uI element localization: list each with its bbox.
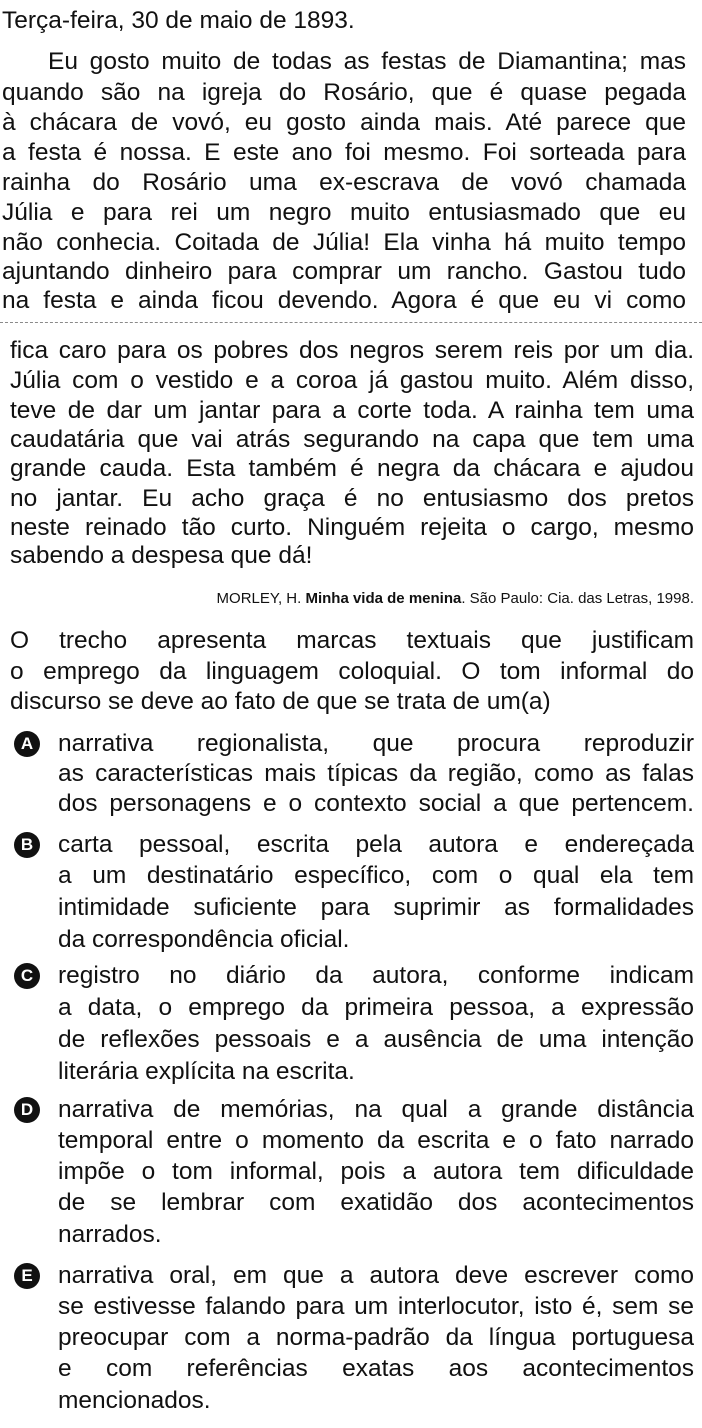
option-line: mencionados. (58, 1387, 211, 1414)
source-citation (148, 589, 694, 609)
option-line: da correspondência oficial. (58, 926, 350, 953)
citation-title: Minha vida de menina (305, 590, 462, 607)
passage-line: caudatária que vai atrás segurando na capa que tem uma (10, 426, 694, 453)
option-letter-badge: B (14, 832, 40, 858)
passage-line: sabendo a despesa que dá! (10, 542, 313, 569)
option-letter-badge: E (14, 1263, 40, 1289)
option-line: carta pessoal, escrita pela autora e endereçada (58, 831, 694, 858)
option-line: de se lembrar com exatidão dos acontecimentos (58, 1189, 694, 1216)
passage-line: Eu gosto muito de todas as festas de Diamantina; mas (48, 48, 686, 75)
option-line: a um destinatário específico, com o qual ela tem (58, 862, 694, 889)
option-line: narrativa regionalista, que procura reproduzir (58, 730, 694, 757)
passage-line: ajuntando dinheiro para comprar um rancho. Gastou tudo (2, 258, 686, 285)
passage-line: Júlia com o vestido e a coroa já gastou muito. Além disso, (10, 367, 694, 394)
passage-line: a festa é nossa. E este ano foi mesmo. Foi sorteada para (2, 139, 686, 166)
page-break-divider (0, 322, 702, 323)
option-line: as características mais típicas da região, como as falas (58, 760, 694, 787)
passage-line: não conhecia. Coitada de Júlia! Ela vinha há muito tempo (2, 229, 686, 256)
citation-publisher: . São Paulo: Cia. das Letras, 1998. (461, 590, 694, 607)
passage-line: quando são na igreja do Rosário, que é quase pegada (2, 79, 686, 106)
passage-date: Terça-feira, 30 de maio de 1893. (2, 7, 355, 34)
question-line: discurso se deve ao fato de que se trata de um(a) (10, 688, 551, 715)
option-line: dos personagens e o contexto social a que pertencem. (58, 790, 694, 817)
option-line: registro no diário da autora, conforme indicam (58, 962, 694, 989)
question-line: O trecho apresenta marcas textuais que justificam (10, 627, 694, 654)
passage-line: Júlia e para rei um negro muito entusiasmado que eu (2, 199, 686, 226)
option-letter-badge: C (14, 963, 40, 989)
passage-line: à chácara de vovó, eu gosto ainda mais. Até parece que (2, 109, 686, 136)
option-line: narrativa oral, em que a autora deve escrever como (58, 1262, 694, 1289)
option-line: e com referências exatas aos acontecimentos (58, 1355, 694, 1382)
option-line: narrados. (58, 1221, 162, 1248)
option-line: preocupar com a norma-padrão da língua portuguesa (58, 1324, 694, 1351)
option-letter-badge: D (14, 1097, 40, 1123)
option-line: literária explícita na escrita. (58, 1058, 355, 1085)
option-letter-badge: A (14, 731, 40, 757)
option-line: intimidade suficiente para suprimir as formalidades (58, 894, 694, 921)
citation-author: MORLEY, H. (216, 590, 306, 607)
passage-line: neste reinado tão curto. Ninguém rejeita o cargo, mesmo (10, 514, 694, 541)
option-line: de reflexões pessoais e a ausência de uma intenção (58, 1026, 694, 1053)
passage-line: grande cauda. Esta também é negra da chácara e ajudou (10, 455, 694, 482)
passage-line: no jantar. Eu acho graça é no entusiasmo dos pretos (10, 485, 694, 512)
option-line: temporal entre o momento da escrita e o fato narrado (58, 1127, 694, 1154)
option-line: narrativa de memórias, na qual a grande distância (58, 1096, 694, 1123)
option-line: a data, o emprego da primeira pessoa, a expressão (58, 994, 694, 1021)
option-line: impõe o tom informal, pois a autora tem dificuldade (58, 1158, 694, 1185)
passage-line: teve de dar um jantar para a corte toda. A rainha tem uma (10, 397, 694, 424)
passage-line: rainha do Rosário uma ex-escrava de vovó chamada (2, 169, 686, 196)
passage-line: fica caro para os pobres dos negros serem reis por um dia. (10, 337, 694, 364)
passage-line: na festa e ainda ficou devendo. Agora é que eu vi como (2, 287, 686, 314)
option-line: se estivesse falando para um interlocutor, isto é, sem se (58, 1293, 694, 1320)
question-line: o emprego da linguagem coloquial. O tom informal do (10, 658, 694, 685)
